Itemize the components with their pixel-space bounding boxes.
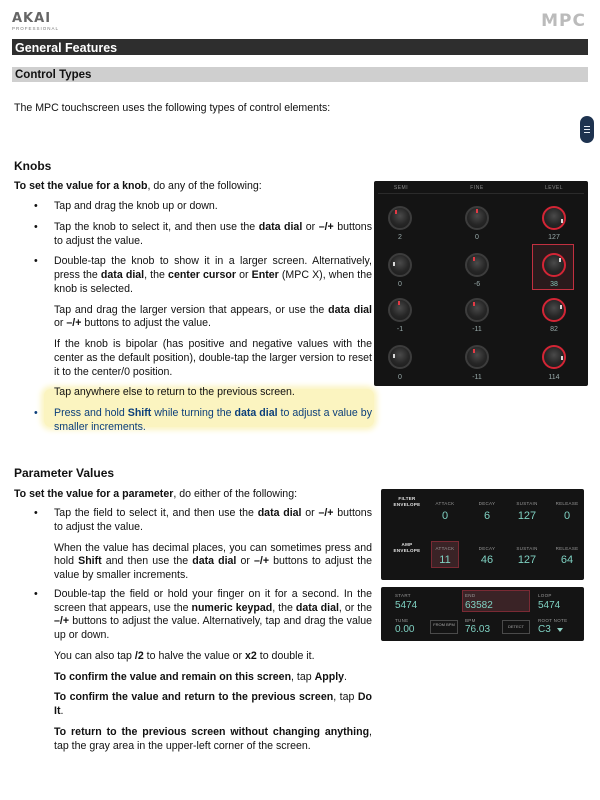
text: data dial	[257, 507, 302, 519]
list-paragraph	[14, 726, 372, 754]
text: buttons to adjust the value by smaller increments.	[54, 555, 372, 582]
text: Tap the knob to select it, and then use the	[54, 220, 259, 233]
knob[interactable]	[388, 298, 412, 322]
amp-envelope-label: AMP ENVELOPE	[393, 542, 421, 553]
text: buttons to adjust the value.	[81, 317, 211, 330]
list-item	[14, 200, 372, 214]
menu-line-icon	[584, 132, 590, 133]
text: and then use the	[101, 555, 193, 568]
text: –/+	[54, 615, 70, 628]
knob[interactable]	[388, 206, 412, 230]
list-paragraph	[14, 338, 372, 379]
text: Tap and drag the larger version that appears, or use the	[54, 303, 329, 316]
col-label: SUSTAIN	[516, 501, 538, 506]
text: , tap	[291, 670, 315, 683]
text: or	[301, 507, 319, 519]
brand-name: AKAI	[12, 11, 52, 26]
text: Do It	[54, 691, 372, 718]
params-lead-bold: To set the value for a parameter	[14, 488, 174, 500]
list-item-tip	[14, 407, 372, 435]
text: , tap	[333, 691, 358, 704]
knob-indicator	[393, 262, 395, 266]
knob-value: -1	[396, 326, 404, 333]
filter-decay-value[interactable]: 6	[483, 510, 491, 522]
list-paragraph	[14, 650, 372, 664]
text: data dial	[192, 555, 237, 568]
text: or	[302, 220, 319, 233]
text: , or the	[338, 601, 372, 614]
text: Shift	[78, 555, 102, 568]
knobs-heading: Knobs	[14, 159, 52, 173]
header-divider	[378, 193, 584, 194]
text: –/+	[254, 555, 270, 568]
text: or	[236, 555, 254, 568]
col-label: SUSTAIN	[516, 546, 538, 551]
text: buttons to adjust the value.	[54, 507, 372, 533]
col-label: ATTACK	[435, 501, 455, 506]
list-item	[14, 255, 372, 296]
knobs-list	[14, 200, 372, 435]
detect-button[interactable]: DETECT	[502, 620, 530, 634]
chevron-down-icon[interactable]	[557, 628, 563, 632]
knob-value: 38	[550, 281, 558, 288]
text: numeric keypad	[191, 601, 273, 614]
list-paragraph	[14, 386, 372, 400]
text: to double it.	[256, 649, 315, 662]
root-note-label: ROOT NOTE	[538, 618, 568, 623]
brand-sub: PROFESSIONAL	[12, 25, 60, 31]
knob-indicator	[473, 349, 475, 353]
params-list	[14, 507, 372, 753]
knob[interactable]	[388, 345, 412, 369]
text: data dial	[328, 303, 372, 316]
knob-value: 2	[398, 234, 402, 241]
menu-line-icon	[584, 126, 590, 127]
knob-value: 114	[548, 374, 560, 381]
text: to halve the value or	[143, 649, 246, 662]
tune-value[interactable]: 0.00	[395, 624, 415, 635]
text: , tap the gray area in the upper-left corner of the screen.	[54, 725, 372, 752]
text: –/+	[318, 220, 334, 233]
knob[interactable]	[542, 206, 566, 230]
text: Apply	[314, 670, 345, 683]
list-item	[14, 221, 372, 249]
list-paragraph	[14, 304, 372, 332]
list-item	[14, 507, 372, 535]
loop-label: LOOP	[538, 593, 552, 598]
text: If the knob is bipolar (has positive and negative values with the center as the default position), double-tap the larger version to reset it to the center/0 position.	[54, 338, 372, 378]
knob[interactable]	[542, 298, 566, 322]
filter-attack-value[interactable]: 0	[441, 510, 449, 522]
knob[interactable]	[465, 298, 489, 322]
text: while turning the	[151, 407, 235, 420]
text: You can also tap	[54, 649, 135, 662]
knob-header-level: LEVEL	[544, 185, 564, 191]
knob-value: -6	[473, 281, 481, 288]
start-label: START	[395, 593, 411, 598]
mpc-logo: MPC	[541, 11, 586, 31]
amp-release-value[interactable]: 64	[560, 554, 574, 566]
knob[interactable]	[465, 345, 489, 369]
knob-header-fine: FINE	[470, 185, 484, 191]
text: Tap the field to select it, and then use the	[54, 507, 258, 519]
text: data dial	[258, 220, 303, 233]
root-note-value[interactable]: C3	[538, 624, 551, 635]
text: data dial	[295, 601, 339, 614]
text: Double-tap the knob to show it in a larger screen. Alternatively, press the	[54, 255, 372, 282]
text: To confirm the value and return to the previous screen	[54, 691, 334, 704]
knob-value: -11	[472, 374, 482, 381]
text: or	[54, 317, 67, 330]
knob[interactable]	[542, 345, 566, 369]
filter-sustain-value[interactable]: 127	[517, 510, 537, 522]
knob-value: -11	[472, 326, 482, 333]
text: /2	[134, 649, 144, 662]
knob-indicator	[560, 305, 562, 309]
end-value[interactable]: 63582	[465, 600, 493, 611]
text: buttons to adjust the value. Alternatively, tap and drag the value up or down.	[54, 615, 372, 642]
list-paragraph	[14, 691, 372, 719]
menu-line-icon	[584, 129, 590, 130]
filter-release-value[interactable]: 0	[563, 510, 571, 522]
text: Tap anywhere else to return to the previous screen.	[54, 386, 295, 399]
amp-decay-value[interactable]: 46	[480, 554, 494, 566]
text: center cursor	[168, 269, 236, 282]
text: To confirm the value and remain on this screen	[54, 670, 292, 683]
text: (MPC X), when the knob is selected.	[54, 269, 372, 295]
col-label: DECAY	[478, 501, 496, 506]
knob-header-semi: SEMI	[393, 185, 409, 191]
col-label: DECAY	[478, 546, 496, 551]
text: Enter	[251, 269, 279, 282]
knob[interactable]	[388, 253, 412, 277]
tune-label: TUNE	[395, 618, 409, 623]
start-value[interactable]: 5474	[395, 600, 418, 611]
knob-indicator	[393, 354, 395, 358]
list-item	[14, 588, 372, 643]
params-lead	[14, 488, 297, 502]
intro-text: The MPC touchscreen uses the following types of control elements:	[14, 102, 331, 114]
knob-indicator	[561, 219, 563, 223]
knob-indicator	[476, 209, 478, 213]
knob[interactable]	[542, 253, 566, 277]
text: –/+	[66, 317, 82, 330]
text: –/+	[318, 507, 334, 519]
amp-attack-value[interactable]: 11	[439, 554, 451, 566]
end-label: END	[465, 593, 476, 598]
text: .	[60, 705, 64, 718]
akai-logo	[12, 11, 59, 32]
text: or	[235, 269, 252, 282]
knob-value: 0	[475, 234, 479, 241]
text: x2	[245, 649, 257, 662]
amp-sustain-value[interactable]: 127	[517, 554, 537, 566]
bpm-label: BPM	[465, 618, 476, 623]
text: Press and hold	[54, 407, 128, 420]
filter-envelope-label: FILTER ENVELOPE	[393, 496, 421, 507]
menu-button[interactable]	[580, 116, 594, 143]
knobs-lead-bold: To set the value for a knob	[14, 180, 148, 192]
params-lead-rest: , do either of the following:	[173, 488, 298, 500]
from-bpm-button[interactable]: FROM BPM	[430, 620, 458, 634]
knob-indicator	[395, 210, 397, 214]
knob-indicator	[561, 356, 563, 360]
text: , the	[144, 269, 169, 282]
section-title: General Features	[12, 39, 588, 55]
col-label: RELEASE	[555, 546, 579, 551]
list-paragraph	[14, 542, 372, 583]
params-heading: Parameter Values	[14, 466, 115, 480]
text: , the	[272, 601, 296, 614]
text: Shift	[127, 407, 152, 420]
text: data dial	[100, 269, 145, 282]
knob-value: 0	[398, 281, 402, 288]
text: Double-tap the field or hold your finger on it for a second. In the screen that appears, use the	[54, 587, 372, 614]
subsection-title: Control Types	[12, 67, 588, 82]
text: To return to the previous screen without changing anything	[54, 725, 370, 738]
knob-value: 127	[548, 234, 560, 241]
col-label: ATTACK	[435, 546, 455, 551]
knob-indicator	[398, 301, 400, 305]
col-label: RELEASE	[555, 501, 579, 506]
text: .	[344, 670, 347, 683]
knob-value: 0	[398, 374, 402, 381]
knob-indicator	[559, 258, 561, 262]
bpm-value[interactable]: 76.03	[465, 624, 491, 635]
knobs-lead	[14, 180, 262, 194]
knob[interactable]	[465, 206, 489, 230]
knobs-lead-rest: , do any of the following:	[147, 180, 262, 192]
text: buttons to adjust the value.	[54, 220, 372, 247]
list-item-text: Tap and drag the knob up or down.	[54, 200, 218, 212]
text: to adjust a value by smaller increments.	[54, 407, 372, 433]
loop-value[interactable]: 5474	[538, 600, 561, 611]
list-paragraph	[14, 671, 372, 685]
text: data dial	[234, 407, 278, 420]
knob-indicator	[473, 257, 475, 261]
knob-value: 82	[550, 326, 558, 333]
text: When the value has decimal places, you can sometimes press and hold	[54, 541, 372, 568]
knob-indicator	[473, 302, 475, 306]
knob[interactable]	[465, 253, 489, 277]
